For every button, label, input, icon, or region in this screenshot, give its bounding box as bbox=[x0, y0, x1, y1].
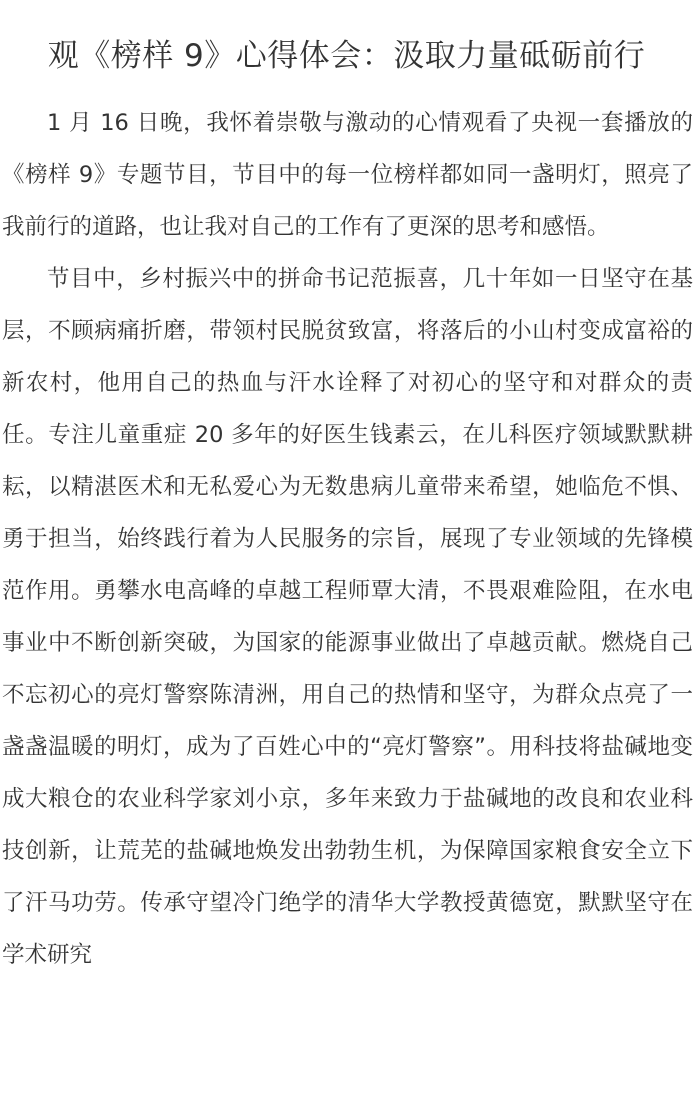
article-body bbox=[0, 97, 693, 981]
article-title: 观《榜样 9》心得体会：汲取力量砥砺前行 bbox=[47, 38, 646, 74]
paragraph-role-models: 节目中，乡村振兴中的拼命书记范振喜，几十年如一日坚守在基层，不顾病痛折磨，带领村民脱贫致富，将落后的小山村变成富裕的新农村，他用自己的热血与汗水诠释了对初心的坚守和对群众的责任。专注儿童重症 20 多年的好医生钱素云，在儿科医疗领域默默耕耘，以精湛医术和无私爱心为无数患病儿童带来希望，她临危不惧、勇于担当，始终践行着为人民服务的宗旨，展现了专业领域的先锋模范作用。勇攀水电高峰的卓越工程师覃大清，不畏艰难险阻，在水电事业中不断创新突破，为国家的能源事业做出了卓越贡献。燃烧自己不忘初心的亮灯警察陈清洲，用自己的热情和坚守，为群众点亮了一盏盏温暖的明灯，成为了百姓心中的“亮灯警察”。用科技将盐碱地变成大粮仓的农业科学家刘小京，多年来致力于盐碱地的改良和农业科技创新，让荒芜的盐碱地焕发出勃勃生机，为保障国家粮食安全立下了汗马功劳。传承守望冷门绝学的清华大学教授黄德宽，默默坚守在学术研究 bbox=[2, 266, 693, 968]
paragraph-intro: 1 月 16 日晚，我怀着崇敬与激动的心情观看了央视一套播放的《榜样 9》专题节目，节目中的每一位榜样都如同一盏明灯，照亮了我前行的道路，也让我对自己的工作有了更深的思考和感悟。 bbox=[2, 110, 693, 240]
